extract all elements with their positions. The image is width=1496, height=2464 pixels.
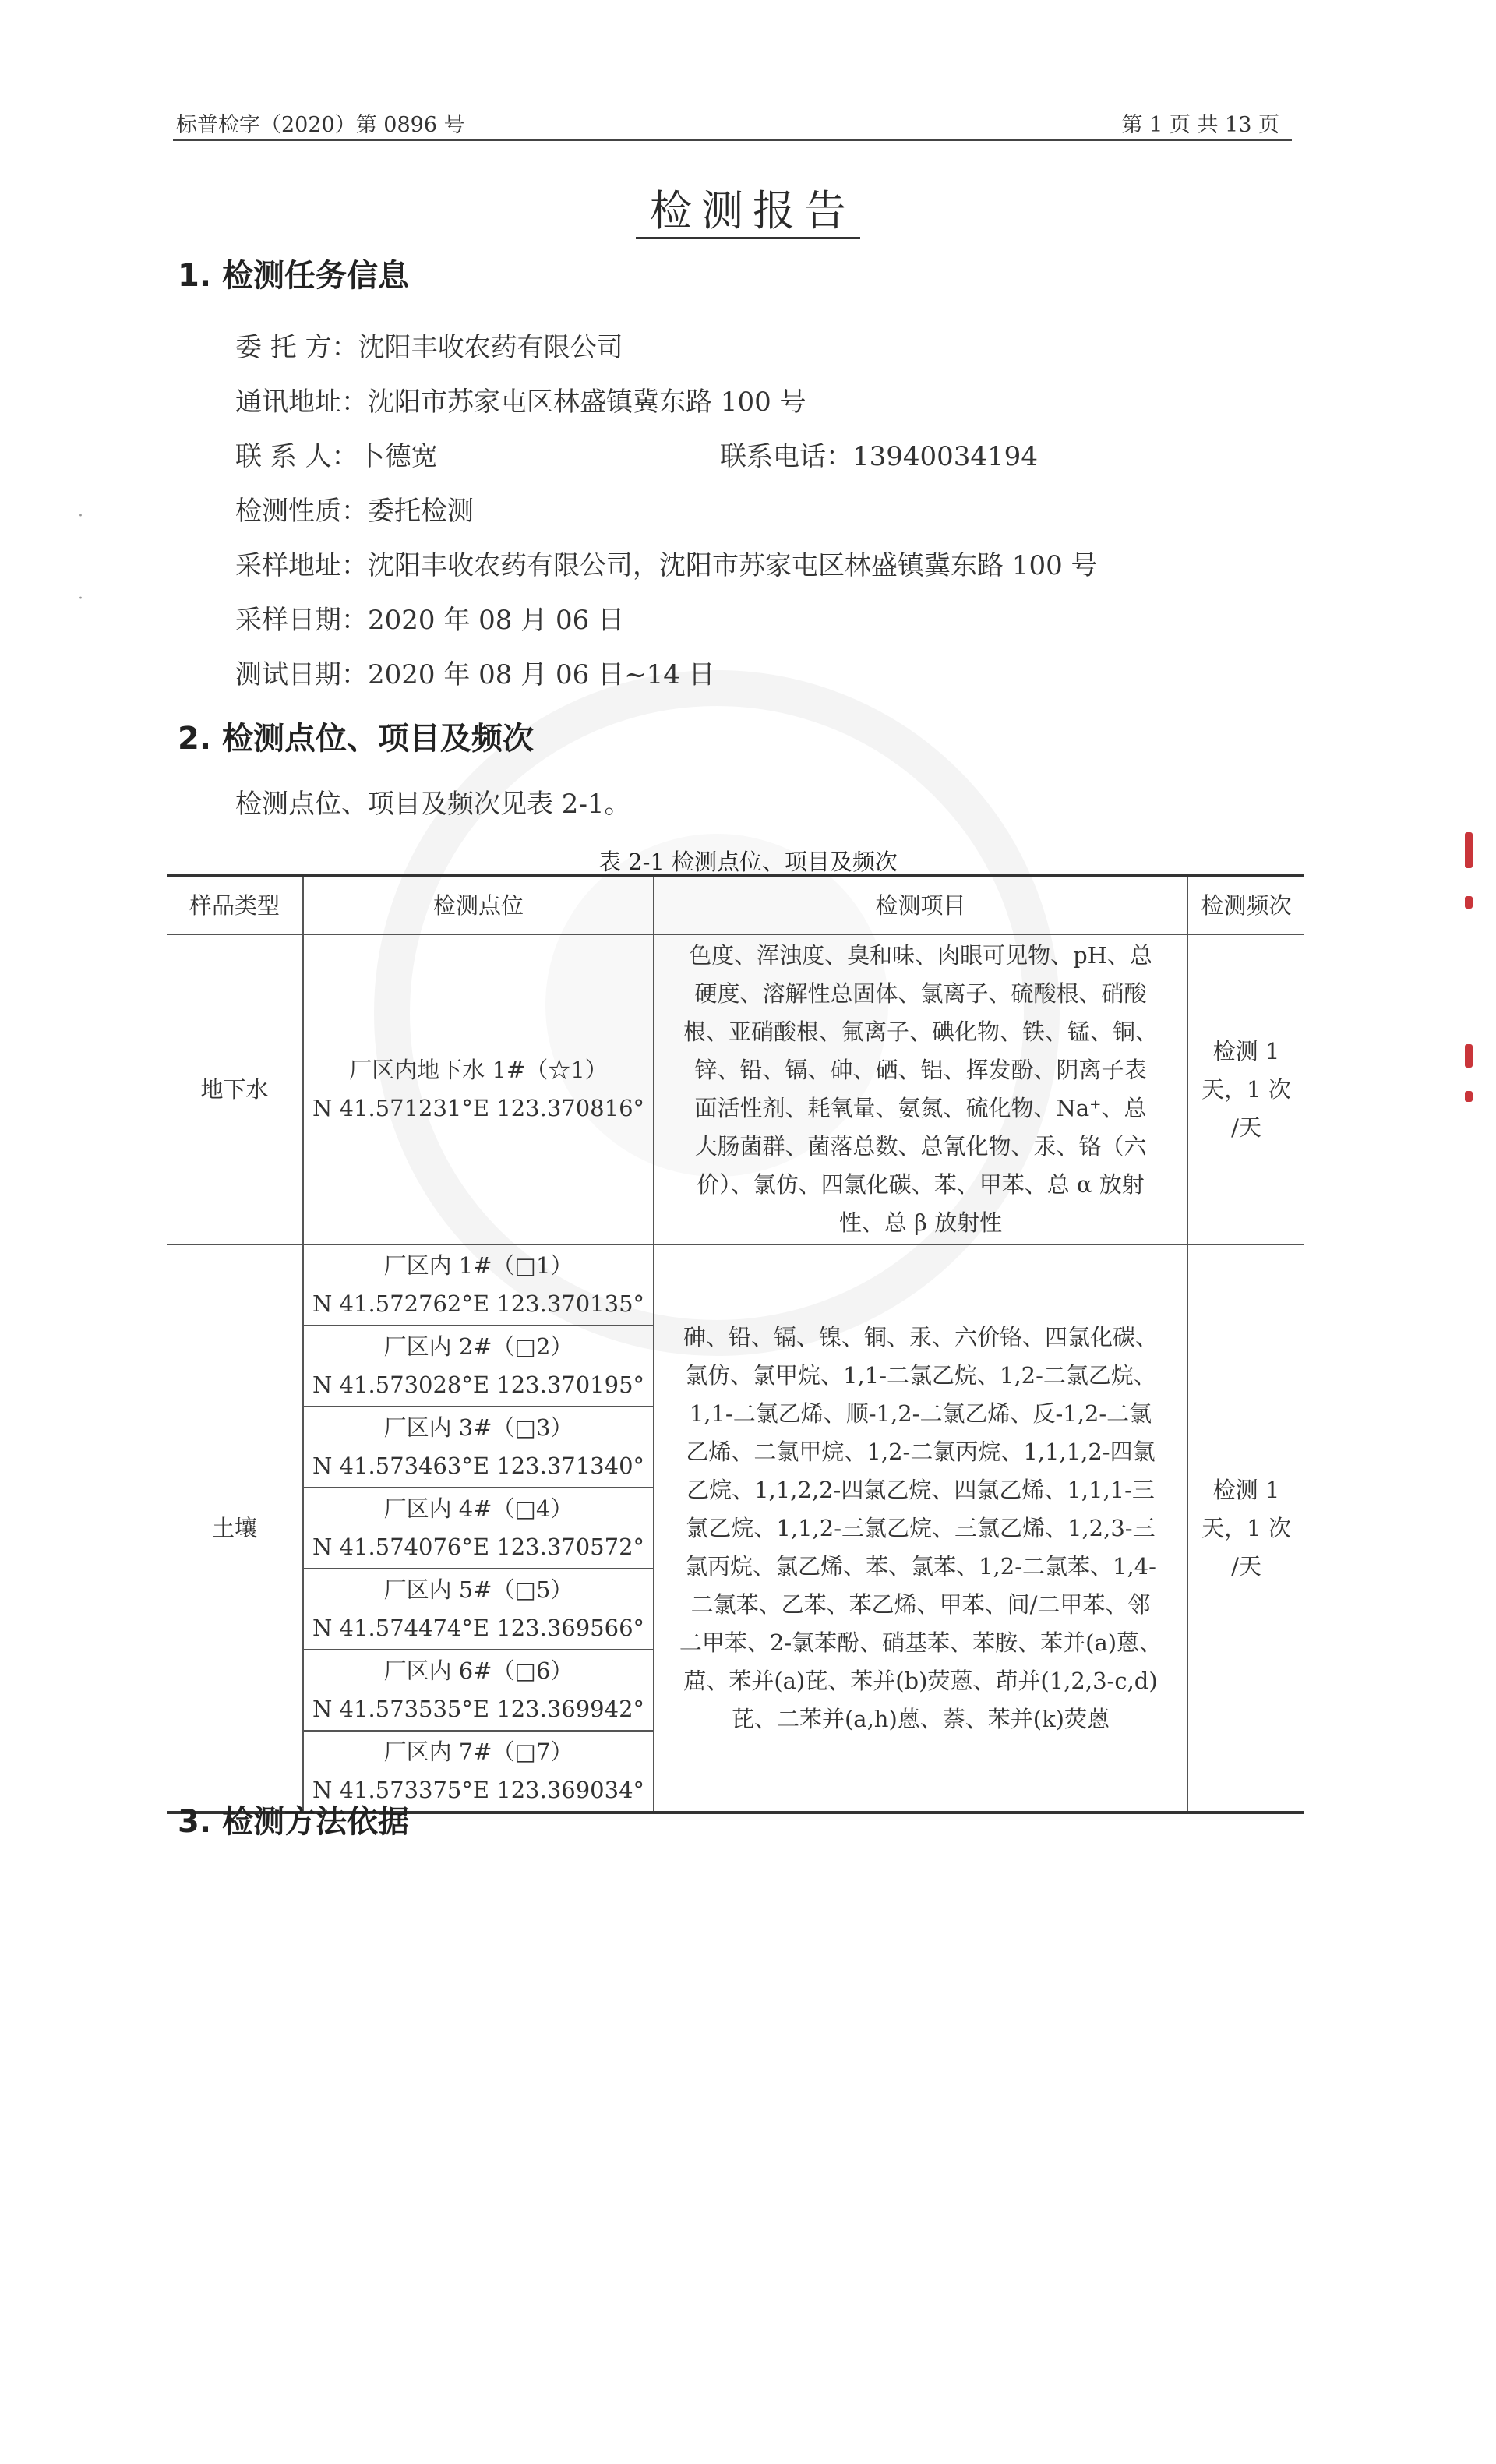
point-name: 厂区内 3#（□3）: [383, 1414, 573, 1441]
client-label: 委 托 方：: [235, 332, 358, 363]
red-edge-mark: [1465, 896, 1473, 909]
soil-frequency: [1187, 1244, 1304, 1813]
soil-point: [303, 1569, 654, 1650]
items-line: 䓛、苯并(a)芘、苯并(b)荧蒽、茚并(1,2,3-c,d): [683, 1667, 1158, 1694]
frequency-line: 天，1 次: [1201, 1075, 1291, 1103]
table-caption: 表 2-1 检测点位、项目及频次: [598, 849, 898, 875]
groundwater-row: [167, 934, 1304, 1244]
frequency-line: /天: [1231, 1114, 1261, 1141]
items-line: 砷、铅、镉、镍、铜、汞、六价铬、四氯化碳、: [683, 1323, 1158, 1350]
section-2-intro: 检测点位、项目及频次见表 2-1。: [235, 789, 631, 820]
groundwater-items: [654, 934, 1187, 1244]
soil-point: [303, 1244, 654, 1326]
scan-speck: ·: [78, 589, 83, 609]
column-header: 样品类型: [167, 876, 303, 934]
soil-point: [303, 1326, 654, 1407]
page-indicator: 第 1 页 共 13 页: [1121, 113, 1279, 137]
soil-point: [303, 1650, 654, 1731]
point-coord: N 41.573463°E 123.371340°: [312, 1453, 645, 1479]
point-name: 厂区内 6#（□6）: [383, 1657, 573, 1684]
items-line: 硬度、溶解性总固体、氯离子、硫酸根、硝酸: [694, 980, 1147, 1007]
point-name: 厂区内 5#（□5）: [383, 1576, 573, 1603]
address-value: 沈阳市苏家屯区林盛镇冀东路 100 号: [368, 387, 806, 418]
red-edge-mark: [1465, 1091, 1473, 1102]
test-date-label: 测试日期：: [235, 659, 368, 690]
items-line: 性、总 β 放射性: [838, 1209, 1003, 1236]
soil-point: [303, 1407, 654, 1488]
groundwater-point: [303, 934, 654, 1244]
point-name: 厂区内 1#（□1）: [383, 1252, 573, 1279]
point-coord: N 41.573375°E 123.369034°: [312, 1777, 645, 1803]
frequency-line: 检测 1: [1212, 1037, 1280, 1064]
contact-label: 联 系 人：: [235, 441, 358, 472]
header-divider: [173, 139, 1292, 141]
sampling-site-value: 沈阳丰收农药有限公司，沈阳市苏家屯区林盛镇冀东路 100 号: [368, 550, 1098, 581]
phone-value: 13940034194: [852, 441, 1038, 472]
sampling-site-label: 采样地址：: [235, 550, 368, 581]
report-title: 检测报告: [0, 178, 1496, 238]
table-header-row: [167, 876, 1304, 934]
sample-type-soil: 土壤: [167, 1244, 303, 1813]
point-coord: N 41.572762°E 123.370135°: [312, 1290, 645, 1317]
point-name: 厂区内 2#（□2）: [383, 1333, 573, 1360]
detection-table: [167, 874, 1304, 1814]
point-coord: N 41.574076°E 123.370572°: [312, 1534, 645, 1560]
items-line: 氯乙烷、1,1,2-三氯乙烷、三氯乙烯、1,2,3-三: [686, 1514, 1156, 1541]
soil-point: [303, 1488, 654, 1569]
items-line: 1,1-二氯乙烯、顺-1,2-二氯乙烯、反-1,2-二氯: [689, 1400, 1152, 1427]
sampling-date-label: 采样日期：: [235, 605, 368, 636]
items-line: 氯丙烷、氯乙烯、苯、氯苯、1,2-二氯苯、1,4-: [685, 1552, 1156, 1580]
frequency-line: /天: [1231, 1552, 1261, 1580]
items-line: 二氯苯、乙苯、苯乙烯、甲苯、间/二甲苯、邻: [690, 1590, 1151, 1618]
items-line: 大肠菌群、菌落总数、总氰化物、汞、铬（六: [694, 1133, 1147, 1160]
red-edge-mark: [1465, 1044, 1473, 1068]
sampling-date-row: [235, 598, 624, 637]
client-value: 沈阳丰收农药有限公司: [358, 332, 623, 363]
point-coord: N 41.571231°E 123.370816°: [312, 1095, 645, 1121]
phone-row: [720, 435, 1038, 473]
address-label: 通讯地址：: [235, 387, 368, 418]
point-coord: N 41.573028°E 123.370195°: [312, 1371, 645, 1398]
contact-value: 卜德宽: [358, 441, 438, 472]
client-row: [235, 326, 623, 364]
contact-row: [235, 435, 438, 473]
items-line: 色度、浑浊度、臭和味、肉眼可见物、pH、总: [689, 942, 1152, 969]
point-coord: N 41.573535°E 123.369942°: [312, 1696, 645, 1722]
section-1-heading: 1. 检测任务信息: [178, 258, 409, 294]
address-row: [235, 380, 806, 418]
nature-label: 检测性质：: [235, 496, 368, 527]
section-3-heading: 3. 检测方法依据: [178, 1804, 409, 1840]
column-header: 检测频次: [1187, 876, 1304, 934]
scan-speck: ·: [78, 507, 83, 526]
items-line: 二甲苯、2-氯苯酚、硝基苯、苯胺、苯并(a)蒽、: [679, 1629, 1163, 1656]
items-line: 根、亚硝酸根、氟离子、碘化物、铁、锰、铜、: [683, 1018, 1158, 1045]
point-name: 厂区内 4#（□4）: [383, 1495, 573, 1522]
items-line: 乙烷、1,1,2,2-四氯乙烷、四氯乙烯、1,1,1-三: [686, 1476, 1155, 1503]
groundwater-frequency: [1187, 934, 1304, 1244]
items-line: 价）、氯仿、四氯化碳、苯、甲苯、总 α 放射: [697, 1171, 1145, 1198]
point-name: 厂区内地下水 1#（☆1）: [349, 1057, 608, 1083]
items-line: 芘、二苯并(a,h)蒽、萘、苯并(k)荧蒽: [731, 1705, 1110, 1732]
items-line: 锌、铅、镉、砷、硒、铝、挥发酚、阴离子表: [694, 1057, 1147, 1083]
test-date-value: 2020 年 08 月 06 日~14 日: [368, 659, 715, 690]
document-number: 标普检字（2020）第 0896 号: [176, 113, 465, 137]
column-header: 检测项目: [654, 876, 1187, 934]
items-line: 乙烯、二氯甲烷、1,2-二氯丙烷、1,1,1,2-四氯: [686, 1438, 1156, 1465]
frequency-line: 检测 1: [1212, 1476, 1280, 1503]
sampling-site-row: [235, 544, 1098, 582]
sample-type-groundwater: 地下水: [167, 934, 303, 1244]
sampling-date-value: 2020 年 08 月 06 日: [368, 605, 625, 636]
items-line: 氯仿、氯甲烷、1,1-二氯乙烷、1,2-二氯乙烷、: [685, 1361, 1156, 1389]
soil-items: [654, 1244, 1187, 1813]
column-header: 检测点位: [303, 876, 654, 934]
soil-row: [167, 1244, 1304, 1326]
nature-value: 委托检测: [368, 496, 474, 527]
frequency-line: 天，1 次: [1201, 1514, 1291, 1541]
phone-label: 联系电话：: [720, 441, 852, 472]
point-coord: N 41.574474°E 123.369566°: [312, 1615, 645, 1641]
nature-row: [235, 489, 474, 528]
point-name: 厂区内 7#（□7）: [383, 1739, 573, 1765]
section-2-heading: 2. 检测点位、项目及频次: [178, 721, 534, 757]
test-date-row: [235, 653, 715, 691]
items-line: 面活性剂、耗氧量、氨氮、硫化物、Na⁺、总: [694, 1095, 1147, 1121]
